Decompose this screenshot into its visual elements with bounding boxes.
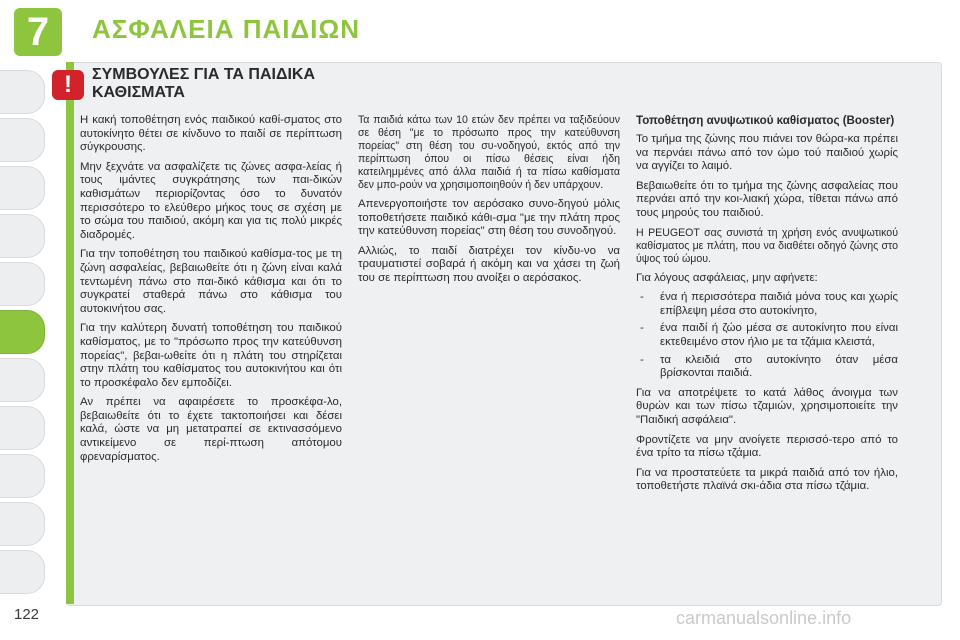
chapter-number-badge: 7	[14, 8, 62, 56]
paragraph: Απενεργοποιήστε τον αερόσακο συνο-δηγού μόλις τοποθετήσετε παιδικό κάθι-σμα "με την πλάτη προς την κατεύθυνση πορείας" στη θέση του συνοδηγού.	[358, 198, 620, 238]
warning-icon: !	[52, 70, 84, 100]
list-item: - ένα παιδί ή ζώο μέσα σε αυτοκίνητο που είναι εκτεθειμένο στον ήλιο με τα τζάμια κλειστά,	[636, 322, 898, 349]
paragraph: Για να προστατεύετε τα μικρά παιδιά από τον ήλιο, τοποθετήστε πλαϊνά σκι-άδια στα πίσω τζάμια.	[636, 466, 898, 493]
watermark: carmanualsonline.info	[676, 608, 852, 628]
chapter-tab[interactable]	[0, 550, 45, 594]
page-number: 122	[14, 606, 40, 623]
chapter-tab[interactable]	[0, 358, 45, 402]
chapter-tab[interactable]	[0, 214, 45, 258]
paragraph: Αλλιώς, το παιδί διατρέχει τον κίνδυ-νο να τραυματιστεί σοβαρά ή ακόμη και να χάσει τη ζωή του σε περίπτωση που ανοίξει ο αερόσακος.	[358, 244, 620, 284]
chapter-tab[interactable]	[0, 262, 45, 306]
list-item: - τα κλειδιά στο αυτοκίνητο όταν μέσα βρίσκονται παιδιά.	[636, 354, 898, 381]
paragraph: Για λόγους ασφάλειας, μην αφήνετε:	[636, 271, 818, 284]
booster-heading: Τοποθέτηση ανυψωτικού καθίσματος (Booster)	[636, 114, 895, 127]
text-column-1	[80, 114, 342, 470]
paragraph: Αν πρέπει να αφαιρέσετε το προσκέφα-λο, βεβαιωθείτε ότι το έχετε τακτοποιήσει και δέσει καλά, ώστε να μη μετατραπεί σε εκτινασσόμενο αντικείμενο σε περί-πτωση απότομου φρεναρίσματος.	[80, 396, 342, 463]
paragraph: Μην ξεχνάτε να ασφαλίζετε τις ζώνες ασφα-λείας ή τους ιμάντες συγκράτησης των παι-δικών καθισμάτων περιορίζοντας όσο το δυνατόν περισσότερο το ελεύθερο μήκος τους σε σχέση με το σώμα του παιδιού, ακόμη και για τις πολύ μικρές διαδρομές.	[80, 160, 342, 241]
chapter-tab[interactable]	[0, 406, 45, 450]
chapter-title: ΑΣΦΑΛΕΙΑ ΠΑΙΔΙΩΝ	[92, 14, 361, 44]
chapter-tab-strip	[0, 70, 62, 630]
chapter-tab[interactable]	[0, 118, 45, 162]
paragraph: Τα παιδιά κάτω των 10 ετών δεν πρέπει να ταξιδεύουν σε θέση "με το πρόσωπο προς την κατεύθυνση πορείας" στη θέση του συ-νοδηγού, εκτός από την περίπτωση όπου οι πίσω θέσεις είναι ήδη κατειλημμένες από άλλα παιδιά ή τα πίσω καθίσματα δεν μπο-ρούν να χρησιμοποιηθούν ή δεν υπάρχουν.	[358, 114, 620, 191]
list-item: - ένα ή περισσότερα παιδιά μόνα τους και χωρίς επίβλεψη μέσα στο αυτοκίνητο,	[636, 291, 898, 318]
text-column-3	[636, 114, 898, 500]
panel-accent-bar	[66, 62, 74, 604]
paragraph: Το τμήμα της ζώνης που πιάνει τον θώρα-κα πρέπει να περνάει πάνω από τον ώμο τού παιδιού χωρίς να αγγίζει το λαιμό.	[636, 133, 898, 173]
section-title: ΣΥΜΒΟΥΛΕΣ ΓΙΑ ΤΑ ΠΑΙΔΙΚΑ ΚΑΘΙΣΜΑΤΑ	[92, 66, 316, 101]
paragraph: Η κακή τοποθέτηση ενός παιδικού καθί-σματος στο αυτοκίνητο θέτει σε κίνδυνο το παιδί σε περίπτωση σύγκρουσης.	[80, 114, 342, 154]
chapter-tab[interactable]	[0, 166, 45, 210]
paragraph: Για την τοποθέτηση του παιδικού καθίσμα-τος με τη ζώνη ασφαλείας, βεβαιωθείτε ότι η ζώνη είναι καλά τεντωμένη πάνω στο παι-δικό κάθισμα και ότι το συγκρατεί σταθερά πάνω στο κάθισμα του αυτοκινήτου σας.	[80, 248, 342, 315]
text-column-2	[358, 114, 620, 292]
chapter-tab[interactable]	[0, 454, 45, 498]
chapter-tab-active[interactable]	[0, 310, 45, 354]
paragraph: Η PEUGEOT σας συνιστά τη χρήση ενός ανυψωτικού καθίσματος με πλάτη, που να διαθέτει οδηγό ζώνης στο ύψος τού ώμου.	[636, 226, 898, 265]
paragraph: Φροντίζετε να μην ανοίγετε περισσό-τερο από το ένα τρίτο τα πίσω τζάμια.	[636, 433, 898, 460]
warning-list	[636, 291, 898, 381]
chapter-tab[interactable]	[0, 70, 45, 114]
paragraph: Για την καλύτερη δυνατή τοποθέτηση του παιδικού καθίσματος, με το "πρόσωπο προς την κατεύθυνση πορείας", βεβαι-ωθείτε ότι η πλάτη του στηρίζεται στην πλάτη του καθίσματος του αυτοκινήτου και ότι το προσκέφαλο δεν εμποδίζει.	[80, 322, 342, 389]
paragraph: Βεβαιωθείτε ότι το τμήμα της ζώνης ασφαλείας που περνάει από την κοι-λιακή χώρα, τίθεται πάνω από τους μηρούς του παιδιού.	[636, 179, 898, 219]
chapter-tab[interactable]	[0, 502, 45, 546]
paragraph: Για να αποτρέψετε το κατά λάθος άνοιγμα των θυρών και των πίσω τζαμιών, χρησιμοποιείτε την "Παιδική ασφάλεια".	[636, 386, 898, 426]
